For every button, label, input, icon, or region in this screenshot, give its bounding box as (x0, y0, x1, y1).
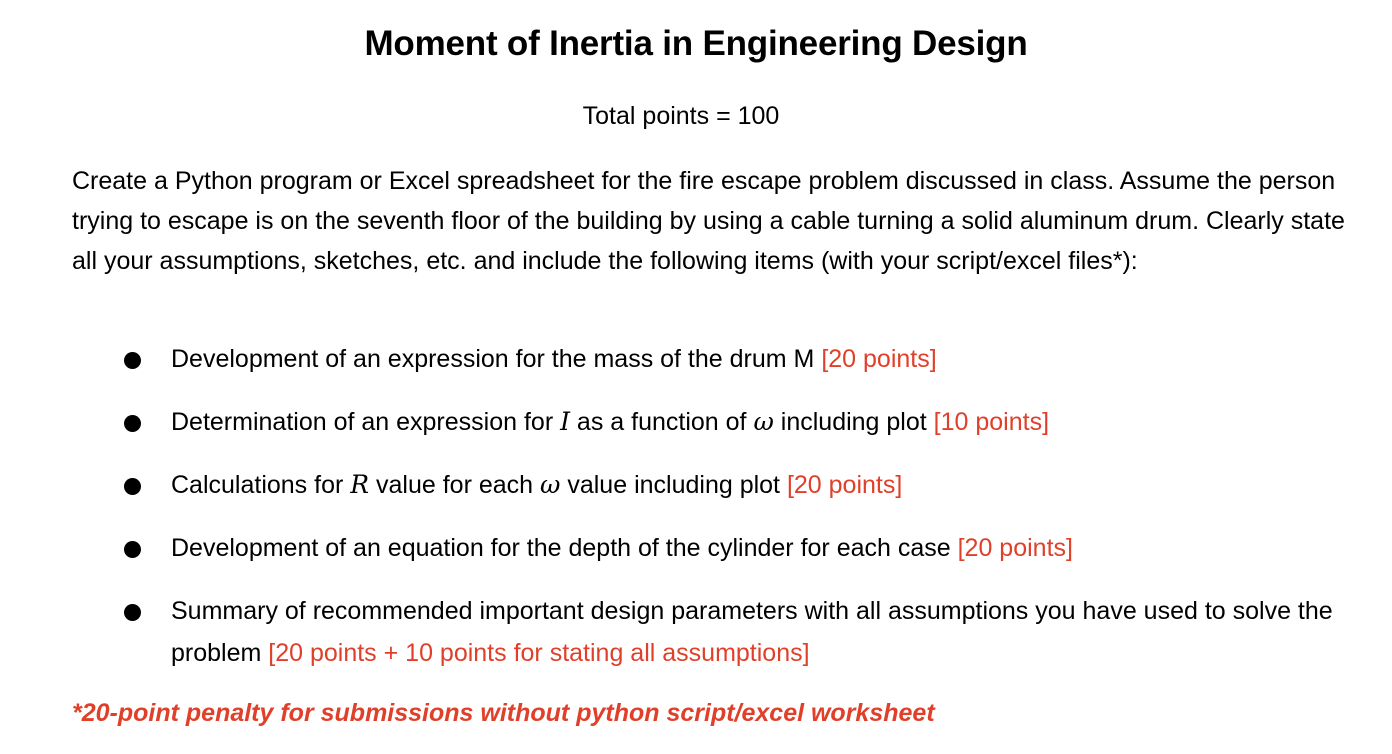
list-item-label: as a function of (569, 408, 754, 436)
points-label: [20 points] (957, 534, 1073, 562)
points-label: [10 points] (933, 408, 1050, 436)
bullet-icon (124, 604, 141, 621)
math-variable: I (560, 407, 570, 436)
list-item-text (171, 338, 1371, 380)
bullet-icon (124, 541, 141, 558)
points-label: [20 points] (786, 471, 903, 499)
list-item-text (171, 527, 1371, 569)
penalty-note: *20-point penalty for submissions without python script/excel worksheet (72, 699, 935, 727)
page-title: Moment of Inertia in Engineering Design (364, 24, 1028, 63)
list-item-label: Calculations for (171, 471, 351, 499)
list-item-label: including plot (773, 408, 934, 436)
list-item-text (171, 464, 1371, 506)
list-item-label: value including plot (560, 471, 787, 499)
intro-paragraph: Create a Python program or Excel spreadsheet for the fire escape problem discussed in class. Assume the person trying to escape is on the seventh floor of the building by using a cable turning a solid aluminum drum. Clearly state all your assumptions, sketches, etc. and include the following items (with your script/excel files*): (72, 167, 1345, 275)
list-item-text (171, 590, 1371, 674)
points-label: [20 points] (821, 345, 937, 373)
list-item-text (171, 401, 1371, 443)
list-item-label: Determination of an expression for (171, 408, 561, 436)
math-variable: R (350, 470, 370, 499)
bullet-icon (124, 415, 141, 432)
list-item-label: value for each (369, 471, 541, 499)
bullet-icon (124, 478, 141, 495)
points-label: [20 points + 10 points for stating all assumptions] (268, 639, 810, 667)
list-item-label: Development of an equation for the depth of the cylinder for each case (171, 534, 958, 562)
list-item-label: Development of an expression for the mass of the drum M (171, 345, 822, 373)
math-variable: ω (540, 470, 561, 499)
total-points: Total points = 100 (582, 102, 780, 130)
bullet-icon (124, 352, 141, 369)
list-item-label: Summary of recommended important design parameters with all assumptions you have used to solve the problem (171, 597, 1333, 667)
math-variable: ω (753, 407, 774, 436)
